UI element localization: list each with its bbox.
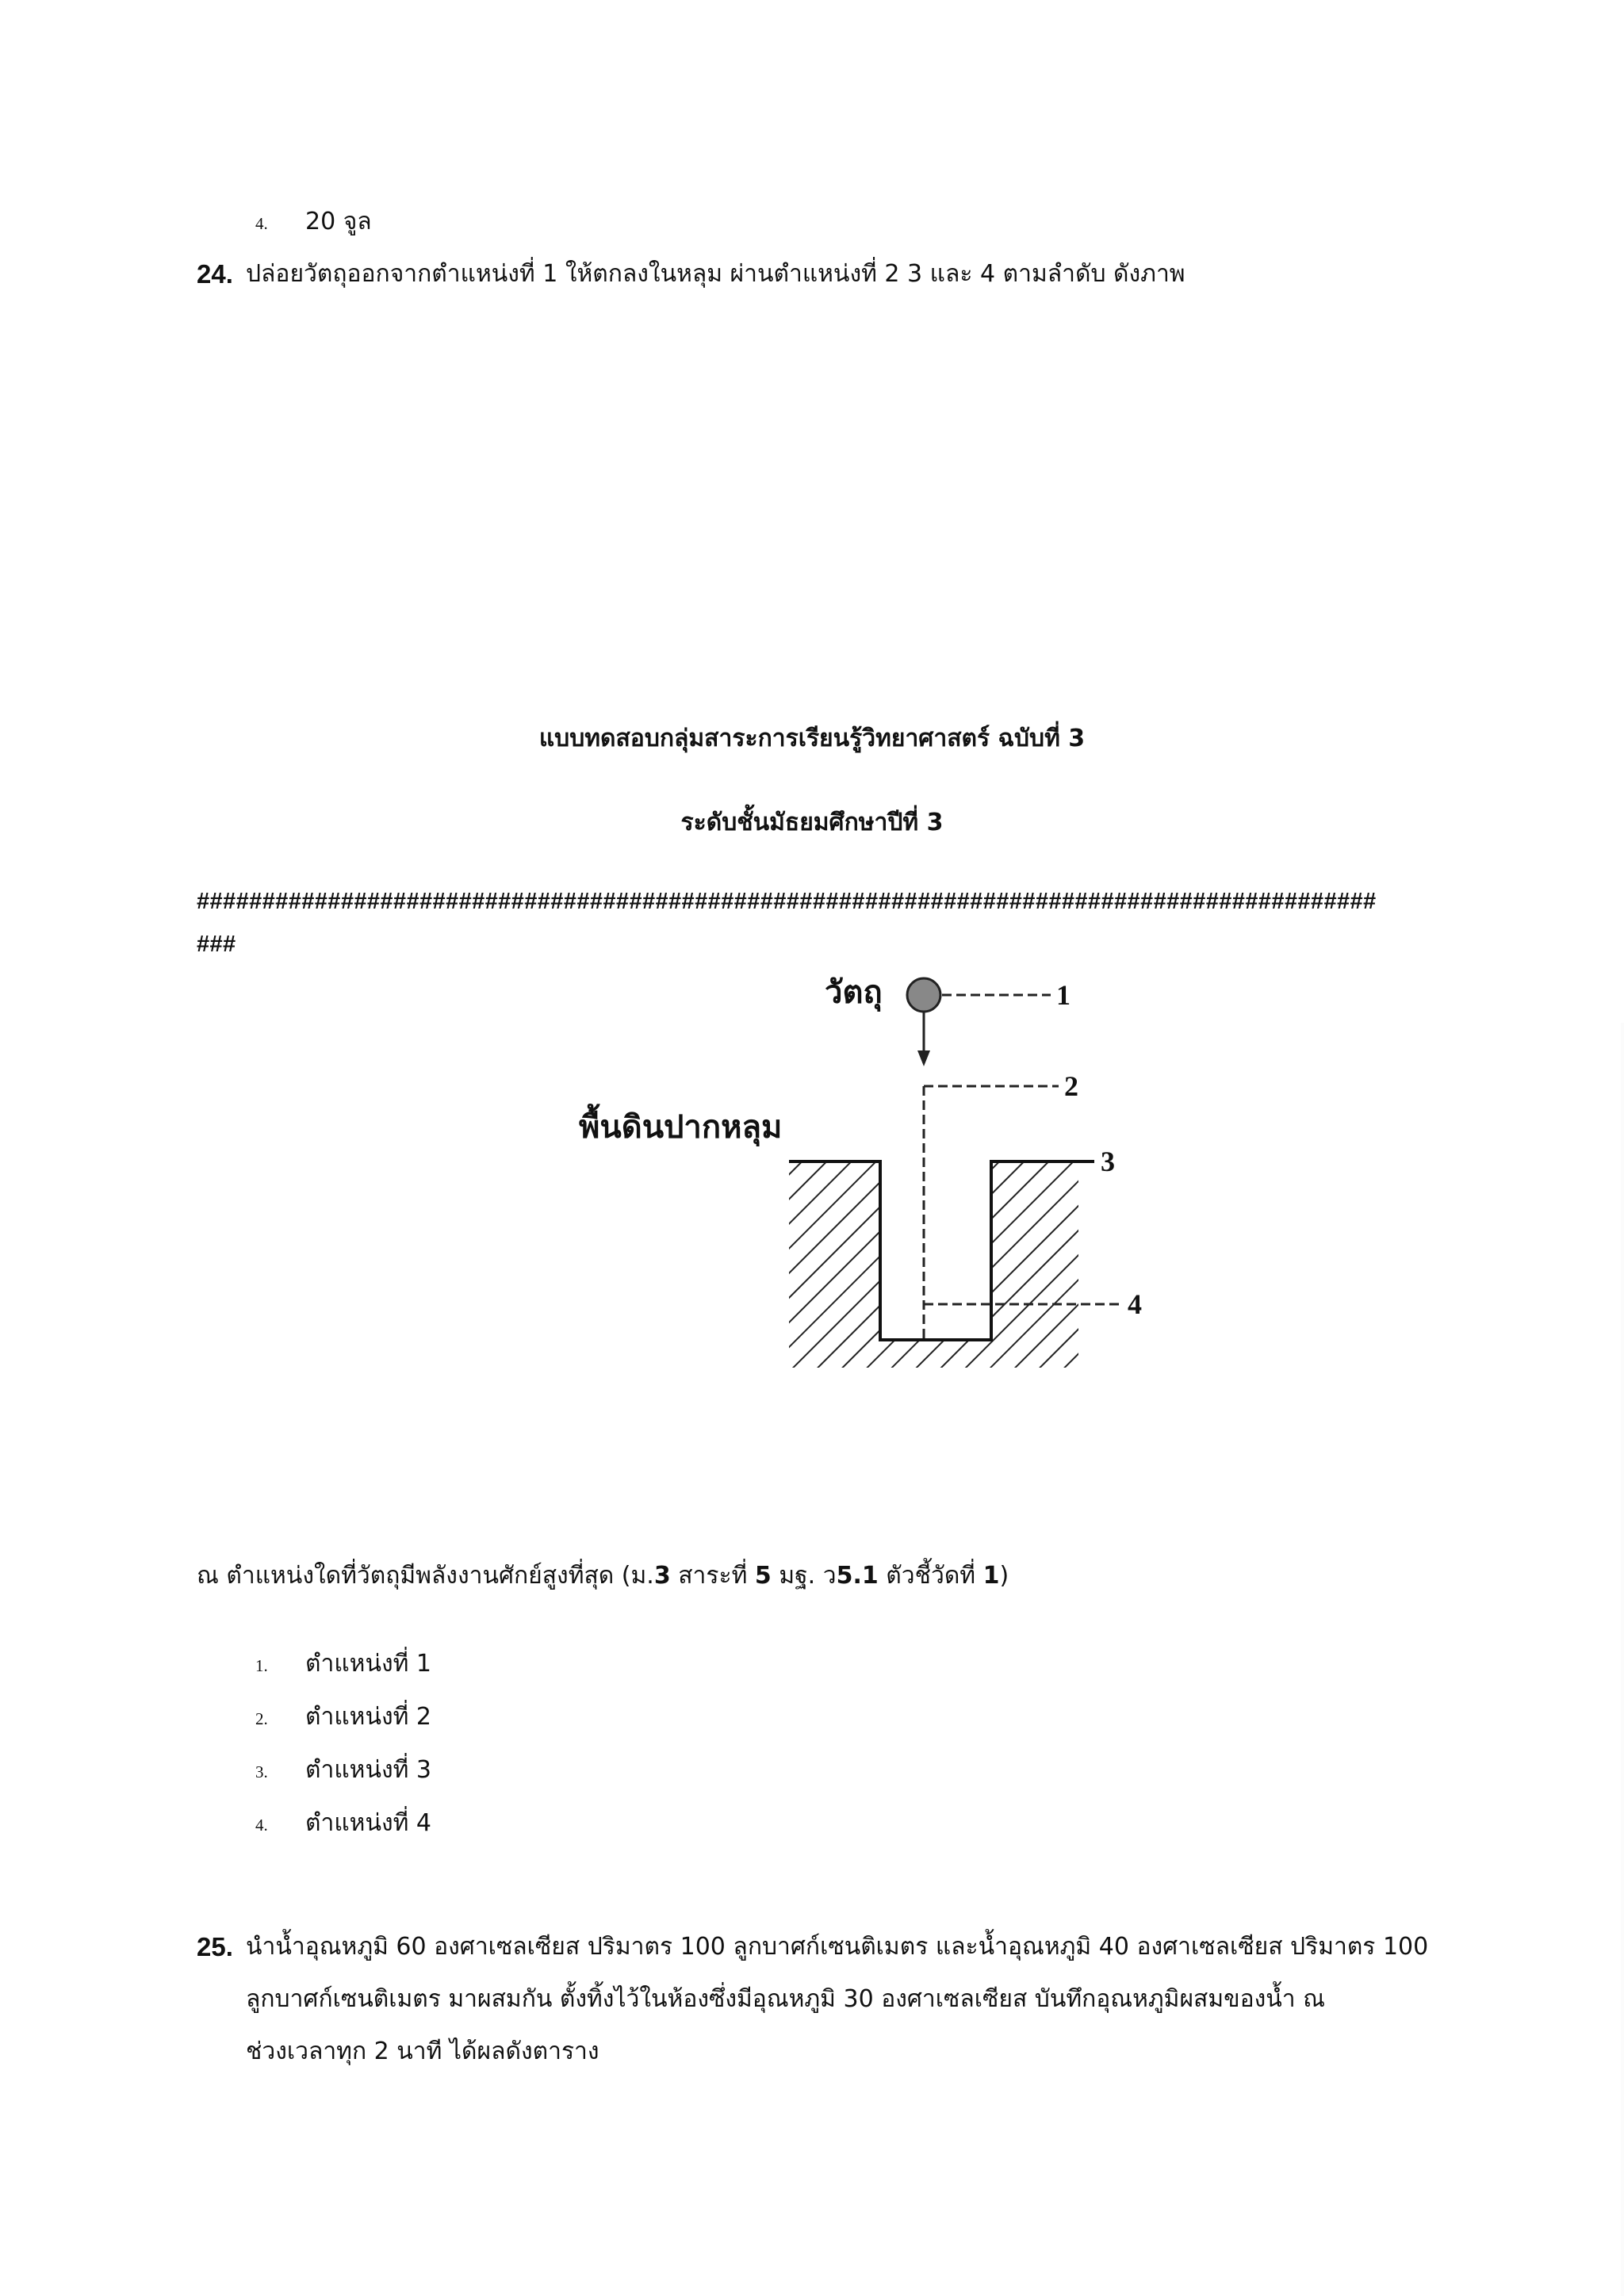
option-number: 1. [255, 1656, 268, 1675]
option-number: 2. [255, 1709, 268, 1728]
exam-subtitle: ระดับชั้นมัธยมศึกษาปีที่ 3 [680, 809, 944, 836]
object-label: วัตถุ [825, 974, 883, 1010]
option-3[interactable]: ตำแหน่งที่ 3 [305, 1756, 431, 1784]
hash-separator-line: ### [197, 932, 236, 957]
option-text: 20 จูล [305, 208, 372, 235]
option-4[interactable]: ตำแหน่งที่ 4 [305, 1809, 431, 1837]
object-ball [907, 978, 940, 1012]
marker-1: 1 [1056, 979, 1071, 1011]
option-2[interactable]: ตำแหน่งที่ 2 [305, 1703, 431, 1731]
question-text-line: นำน้ำอุณหภูมิ 60 องศาเซลเซียส ปริมาตร 100 ลูกบาศก์เซนติเมตร และน้ำอุณหภูมิ 40 องศาเซลเซียส ปริมาตร 100 [246, 1933, 1429, 1961]
question-text-line: ลูกบาศก์เซนติเมตร มาผสมกัน ตั้งทิ้งไว้ในห้องซึ่งมีอุณหภูมิ 30 องศาเซลเซียส บันทึกอุณหภูมิผสมของน้ำ ณ [246, 1985, 1326, 2013]
marker-2: 2 [1064, 1070, 1078, 1102]
ground-label: พื้นดินปากหลุม [579, 1109, 783, 1145]
option-number: 4. [255, 1816, 268, 1835]
marker-3: 3 [1101, 1146, 1115, 1177]
question-text: ปล่อยวัตถุออกจากตำแหน่งที่ 1 ให้ตกลงในหลุม ผ่านตำแหน่งที่ 2 3 และ 4 ตามลำดับ ดังภาพ [246, 260, 1185, 288]
hash-separator-line: ########################################################################################## [197, 889, 1377, 914]
fall-arrow-head [917, 1050, 930, 1066]
falling-object-diagram [555, 963, 1189, 1415]
question-number: 24. [197, 259, 233, 289]
option-number: 3. [255, 1762, 268, 1781]
question-prompt: ณ ตำแหน่งใดที่วัตถุมีพลังงานศักย์สูงที่สุด (ม.3 สาระที่ 5 มฐ. ว5.1 ตัวชี้วัดที่ 1) [197, 1562, 1009, 1590]
option-number: 4. [255, 214, 268, 233]
marker-4: 4 [1128, 1288, 1142, 1320]
option-1[interactable]: ตำแหน่งที่ 1 [305, 1650, 431, 1678]
scan-edge-shade [1621, 1023, 1624, 2296]
exam-title: แบบทดสอบกลุ่มสาระการเรียนรู้วิทยาศาสตร์ ฉบับที่ 3 [538, 725, 1086, 752]
question-number: 25. [197, 1932, 233, 1961]
question-text-line: ช่วงเวลาทุก 2 นาที ได้ผลดังตาราง [246, 2038, 599, 2065]
